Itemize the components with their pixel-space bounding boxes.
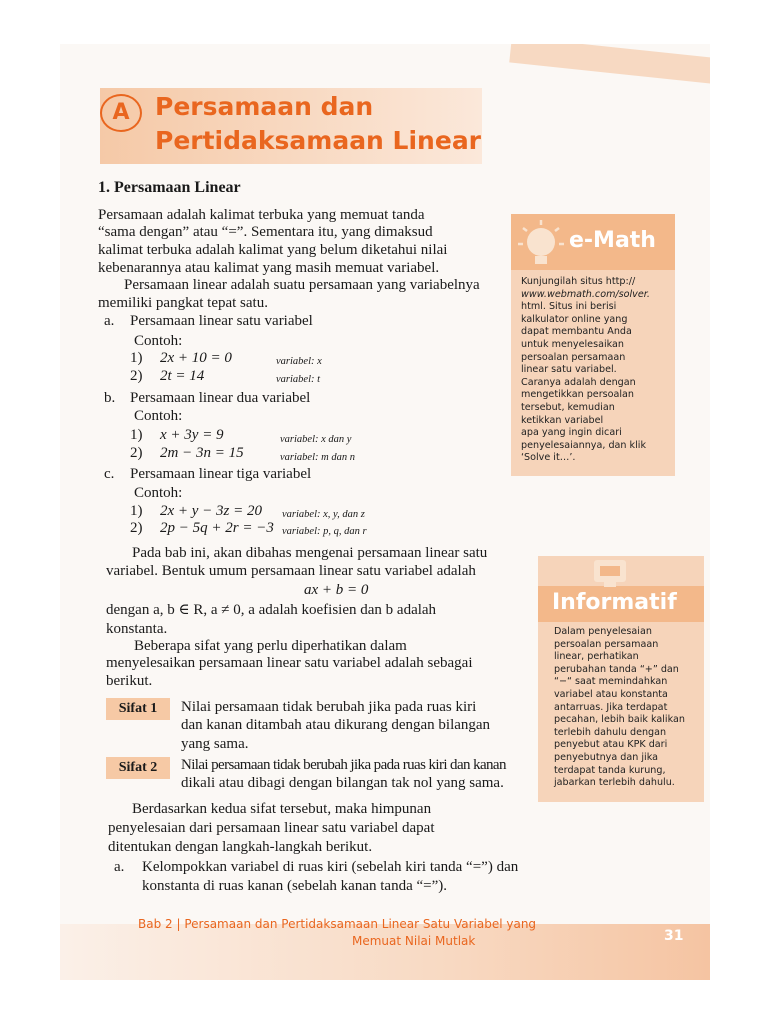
footer-chapter-line2: Memuat Nilai Mutlak xyxy=(352,934,476,948)
corner-decoration xyxy=(509,44,710,85)
paragraph-line: ditentukan dengan langkah-langkah berikut. xyxy=(108,839,373,855)
paragraph-line: memiliki pangkat tepat satu. xyxy=(98,295,268,311)
sifat-text: yang sama. xyxy=(181,736,249,752)
paragraph-line: Beberapa sifat yang perlu diperhatikan dalam xyxy=(134,638,407,654)
example-variable: variabel: x dan y xyxy=(280,434,352,445)
sifat-text: dikali atau dibagi dengan bilangan tak nol yang sama. xyxy=(181,775,504,791)
emath-box xyxy=(511,214,675,476)
example-variable: variabel: x xyxy=(276,356,322,367)
page-title: Persamaan dan Pertidaksamaan Linear xyxy=(155,92,482,155)
paragraph-line: menyelesaikan persamaan linear satu variabel adalah sebagai xyxy=(106,655,473,671)
example-equation: x + 3y = 9 xyxy=(160,427,224,443)
page-number: 31 xyxy=(664,928,684,944)
list-marker: a. xyxy=(114,859,125,875)
footer-chapter-line1: Bab 2 | Persamaan dan Pertidaksamaan Linear Satu Variabel yang xyxy=(138,917,537,931)
list-item-label: Persamaan linear dua variabel xyxy=(130,390,311,406)
example-equation: 2p − 5q + 2r = −3 xyxy=(160,520,274,536)
paragraph-line: dengan a, b ∈ R, a ≠ 0, a adalah koefisien dan b adalah xyxy=(106,602,437,618)
sifat-text: Nilai persamaan tidak berubah jika pada ruas kiri dan kanan xyxy=(181,757,506,773)
step-text: Kelompokkan variabel di ruas kiri (sebelah kiri tanda “=”) dan xyxy=(142,859,519,875)
example-variable: variabel: x, y, dan z xyxy=(282,509,365,520)
paragraph-line: Pada bab ini, akan dibahas mengenai persamaan linear satu xyxy=(132,545,488,561)
example-number: 1) xyxy=(130,350,143,366)
lightbulb-icon xyxy=(515,218,567,270)
example-number: 2) xyxy=(130,520,143,536)
example-variable: variabel: m dan n xyxy=(280,452,355,463)
sifat-text: dan kanan ditambah atau dikurang dengan bilangan xyxy=(181,717,491,733)
sifat-label: Sifat 1 xyxy=(106,698,170,720)
example-number: 1) xyxy=(130,427,143,443)
paragraph-line: kebenarannya atau kalimat yang masih memuat variabel. xyxy=(98,260,440,276)
section-badge: A xyxy=(100,94,142,132)
section-heading: 1. Persamaan Linear xyxy=(98,179,241,196)
example-heading: Contoh: xyxy=(134,333,183,349)
example-equation: 2x + y − 3z = 20 xyxy=(160,503,263,519)
general-formula: ax + b = 0 xyxy=(304,582,369,598)
example-equation: 2x + 10 = 0 xyxy=(160,350,232,366)
example-variable: variabel: p, q, dan r xyxy=(282,526,367,537)
informatif-body: Dalam penyelesaian persoalan persamaan linear, perhatikan perubahan tanda “+” dan “−“ saat memindahkan variabel atau konstanta antarruas. Jika terdapat pecahan, lebih baik kalikan terlebih dahulu dengan penyebut atau KPK dari penyebutnya dan jika terdapat tanda kurung, jabarkan terlebih dahulu. xyxy=(554,626,685,789)
list-marker: a. xyxy=(104,313,115,329)
informatif-box xyxy=(538,556,704,802)
footer-strip xyxy=(60,924,710,980)
list-marker: c. xyxy=(104,466,115,482)
list-marker: b. xyxy=(104,390,116,406)
sifat-label: Sifat 2 xyxy=(106,757,170,779)
example-number: 2) xyxy=(130,368,143,384)
paragraph-line: kalimat terbuka adalah kalimat yang belum diketahui nilai xyxy=(98,242,448,258)
paragraph-line: konstanta. xyxy=(106,621,168,637)
emath-title: e-Math xyxy=(569,228,656,253)
paragraph-line: berikut. xyxy=(106,673,153,689)
example-heading: Contoh: xyxy=(134,485,183,501)
example-variable: variabel: t xyxy=(276,374,321,385)
emath-body: Kunjungilah situs http:// www.webmath.com/solver. html. Situs ini berisi kalkulator online yang dapat membantu Anda untuk menyelesaikan persoalan persamaan linear satu variabel. Caranya adalah dengan mengetikkan persoalan tersebut, kemudian ketikkan variabel apa yang ingin dicari penyelesaiannya, dan klik ‘Solve it…’. xyxy=(521,276,650,464)
sifat-text: Nilai persamaan tidak berubah jika pada ruas kiri xyxy=(181,699,477,715)
paragraph-line: variabel. Bentuk umum persamaan linear satu variabel adalah xyxy=(106,563,476,579)
paragraph-line: “sama dengan” atau “=”. Sementara itu, yang dimaksud xyxy=(98,224,433,240)
paragraph-line: penyelesaian dari persamaan linear satu variabel dapat xyxy=(108,820,435,836)
example-equation: 2t = 14 xyxy=(160,368,205,384)
example-equation: 2m − 3n = 15 xyxy=(160,445,244,461)
paragraph-line: Berdasarkan kedua sifat tersebut, maka himpunan xyxy=(132,801,432,817)
step-text: konstanta di ruas kanan (sebelah kanan tanda “=”). xyxy=(142,878,448,894)
paragraph-line: Persamaan linear adalah suatu persamaan yang variabelnya xyxy=(124,277,480,293)
paragraph-line: Persamaan adalah kalimat terbuka yang memuat tanda xyxy=(98,207,425,223)
list-item-label: Persamaan linear tiga variabel xyxy=(130,466,312,482)
example-number: 2) xyxy=(130,445,143,461)
example-number: 1) xyxy=(130,503,143,519)
screen-icon xyxy=(590,556,630,590)
list-item-label: Persamaan linear satu variabel xyxy=(130,313,313,329)
informatif-title: Informatif xyxy=(552,590,677,615)
example-heading: Contoh: xyxy=(134,408,183,424)
